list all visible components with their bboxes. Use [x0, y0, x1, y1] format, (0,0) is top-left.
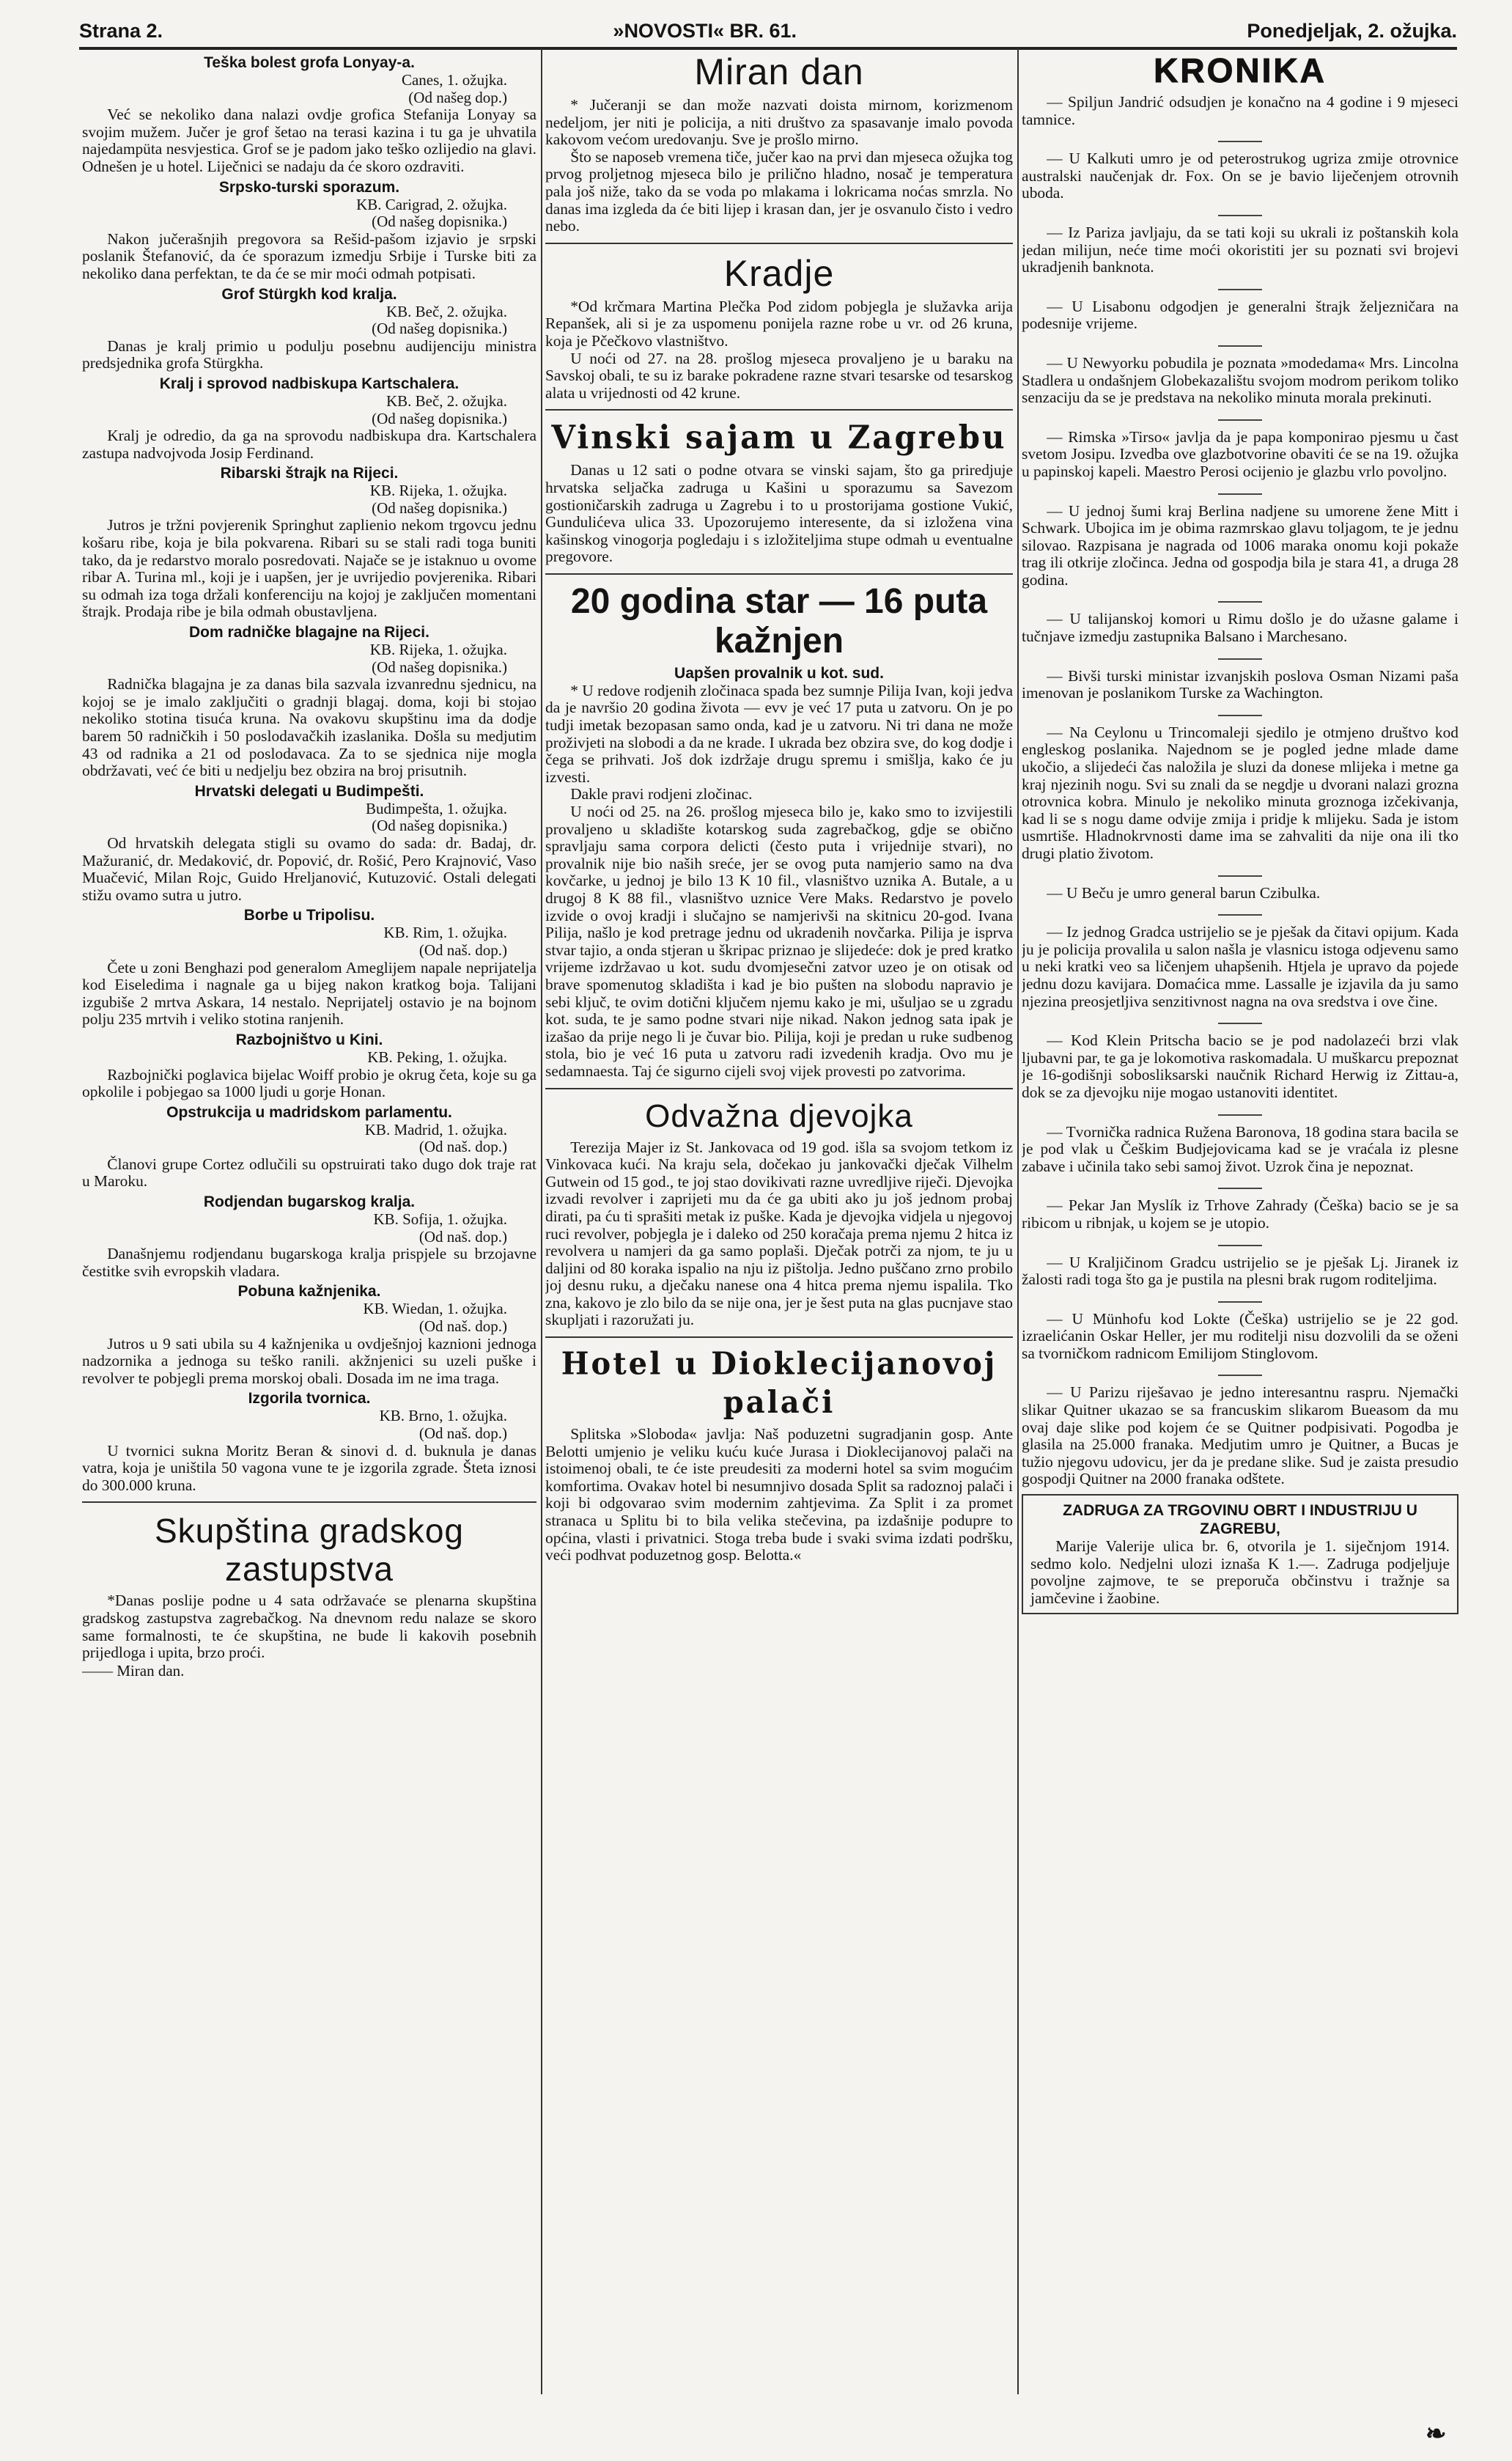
dateline: KB. Madrid, 1. ožujka.	[364, 1120, 507, 1138]
item-divider	[1022, 707, 1458, 720]
headline-hotel: Hotel u Dioklecijanovoj palači	[561, 1345, 997, 1421]
dateline: KB. Rijeka, 1. ožujka.	[369, 641, 507, 659]
kronika-item: — U Kraljičinom Gradcu ustrijelio se je pješak Lj. Jiranek iz žalosti radi toga što ga je pustila na plesni brak rugom roditeljima.	[1022, 1253, 1458, 1289]
item-divider	[1022, 650, 1458, 663]
zadruga-advertisement	[1022, 1494, 1458, 1614]
column-3	[1022, 51, 1458, 2412]
kronika-item: — U Parizu riješavao je jedno interesantnu raspru. Njemački slikar Quitner ukazao se sa francuskim slikarom Bueasom da mu ovaj daje slike pod kojem će se Quitner podpisivati. Pogodba je glasila na 25.000 franaka. Medjutim umro je Quitner, a Bucas je tužio njegovu udovicu, jer da je predane slike. Sud je zaista presudio gospodji Quitner na 2000 franaka odštete.	[1022, 1383, 1458, 1488]
kronika-item: — U Beču je umro general barun Czibulka.	[1047, 883, 1321, 902]
kronika-item: — U jednoj šumi kraj Berlina nadjene su umorene žene Mitt i Schwark. Ubojica im je obima razmrskao glavu toljagom, te je jednu silovao. Razpisana je nagrada od 1006 maraka onomu koji pokaže trag ili otkrije zločinca. Jedna od gospodja bila je stara 41, a druga 28 godina.	[1022, 501, 1458, 589]
article-title: Kralj i sprovod nadbiskupa Kartschalera.	[159, 375, 460, 392]
item-divider	[1022, 1237, 1458, 1250]
article-body: * Jučeranji se dan može nazvati doista mirnom, korizmenom nedeljom, jer niti je policija, a niti društvo za spasavanje imalo povoda kakovom većom uredovanju. Sve je prošlo mirno.	[545, 96, 1013, 149]
item-divider	[1022, 1015, 1458, 1028]
item-divider	[1022, 485, 1458, 499]
article-title: Dom radničke blagajne na Rijeci.	[189, 624, 429, 641]
article-title: Izgorila tvornica.	[248, 1390, 371, 1408]
article-body: Od hrvatskih delegata stigli su ovamo do sada: dr. Badaj, dr. Mažuranić, dr. Medaković, dr. Popović, dr. Rošić, Pero Krajnović, Vaso Muačević, Milan Rojc, Guido Hreljanović, Kutuzović. Ostali delegati stižu ovamo sutra u jutro.	[82, 834, 536, 904]
article-body: Kralj je odredio, da ga na sprovodu nadbiskupa dra. Kartschalera zastupa nadvojvoda Josip Ferdinand.	[82, 427, 536, 462]
kronika-item: — Kod Klein Pritscha bacio se je pod nadolazeći brzi vlak ljubavni par, te ga je lokomotiva raskomadala. U muškarcu prepoznat je 16-godišnji sobosliksarski naučnik Richard Herwig iz Zittau-a, dok se za djevojku nije mogao ustanoviti identitet.	[1022, 1031, 1458, 1101]
headline-vinski-sajam: Vinski sajam u Zagrebu	[551, 419, 1007, 457]
paper-title: »NOVOSTI« BR. 61.	[613, 20, 797, 42]
article-body: *Od krčmara Martina Plečka Pod zidom pobjegla je služavka arija Repanšek, ali si je za uspomenu ponijela razne robe u vr. od 26 kruna, koja je Pčečkovo vlastništvo.	[545, 297, 1013, 350]
headline-20-godina: 20 godina star — 16 puta kažnjen	[570, 581, 988, 661]
article-title: Pobuna kažnjenika.	[237, 1283, 381, 1301]
article-title: Ribarski štrajk na Rijeci.	[220, 465, 399, 482]
dateline: Budimpešta, 1. ožujka.	[365, 799, 507, 817]
kronika-list	[1022, 94, 1458, 1488]
printer-mark-icon: ❧	[1426, 2421, 1447, 2448]
headline-skupstina: Skupština gradskog zastupstva	[154, 1512, 465, 1589]
article-body: *Danas poslije podne u 4 sata održavaće se plenarna skupština gradskog zastupstva zagrebačkog. Na dnevnom redu nalaze se skoro same formalnosti, te će skupština, ne bude li kakovih posebnih prijedloga i upita, brzo proći.	[82, 1592, 536, 1662]
kronika-item: — U Lisabonu odgodjen je generalni štrajk željezničara na podesnije vrijeme.	[1022, 297, 1458, 333]
ad-title: ZADRUGA ZA TRGOVINU OBRT I INDUSTRIJU U ZAGREBU,	[1063, 1502, 1417, 1538]
source-line: (Od naš. dop.)	[418, 1424, 507, 1442]
dateline: KB. Beč, 2. ožujka.	[386, 391, 507, 410]
dateline: KB. Rim, 1. ožujka.	[383, 924, 507, 942]
article-body: Terezija Majer iz St. Jankovaca od 19 god. išla sa svojom tetkom iz Vinkovaca kući. Na kraju sela, dočekao ju jankovački dječak Vilhelm Gutwein od 15 god., te joj stao dovikivati razne uvredljive riječi. Djevojka izvadi revolver i zaprijeti mu da će ga ubiti ako ju još jednom probaj dirati, pa ću ti sprašiti metak iz puške. Kada je djevojka vidjela u njegovoj ruci revolver, pobjegla je i daleko od 250 koračaja prema njemu 2 hitca iz revolvera u namjeri da ga samo poplaši. Dječak potrči za njom, te ju u daljini od 80 koraka ispalio na nju iz pištolja. Jedno puščano zrno probilo joj desnu ruku, a dječaku nanese ona 4 hitca prema njemu ispalila. Tko zna, kakovo je zlo bilo da se nije ona, jer je šest puta na glas pucnjave stao skupljati i razoružati ju.	[545, 1138, 1013, 1329]
article-body: Nakon jučerašnjih pregovora sa Rešid-pašom izjavio je srpski poslanik Štefanović, da će sporazum izmedju Srbije i Turske biti za nekoliko dana perfektan, te da će se mir moći odmah potpisati.	[82, 229, 536, 282]
article-title: Teška bolest grofa Lonyay-a.	[204, 54, 415, 71]
item-divider	[1022, 281, 1458, 294]
item-divider	[1022, 867, 1458, 880]
source-line: (Od naš. dop.)	[418, 941, 507, 959]
section-title-kronika: KRONIKA	[1154, 51, 1327, 89]
kronika-item: — U Münhofu kod Lokte (Češka) ustrijelio se je 22 god. izraelićanin Oskar Heller, jer mu roditelji nisu dozvolili da se oženi sa tvorničkom radnicom Emilijom Stinglovom.	[1022, 1309, 1458, 1362]
source-line: (Od našeg dopisnika.)	[372, 499, 507, 517]
divider	[545, 1336, 1013, 1338]
divider	[545, 409, 1013, 411]
kronika-item: — Rimska »Tirso« javlja da je papa komponirao pjesmu u čast svetom Josipu. Izvedba ove glazbotvorine obaviti će se na 19. ožujka u papinskoj kapeli. Maestro Perosi ocijenio je glazbu vrlo povoljno.	[1022, 427, 1458, 480]
item-divider	[1022, 133, 1458, 146]
source-line: (Od naš. dop.)	[418, 1317, 507, 1336]
kronika-item: — Iz jednog Gradca ustrijelio se je pješak da čitavi opijum. Kada ju je policija provalila u salon našla je vlasnicu istoga odjevenu samo u neki kratki veo sa ličenjem uhapšenih. Htjela je upravo da pojede jednu dozu kavijara. Domaćica mme. Lassalle je izjavila da ju samo njezina preosjetljiva senzitivnost nagna na ova sredstva i ove čine.	[1022, 923, 1458, 1010]
item-divider	[1022, 1106, 1458, 1119]
column-rule-left	[541, 48, 542, 2394]
article-body: U tvornici sukna Moritz Beran & sinovi d. d. buknula je danas vatra, koja je uništila 50 vagona vune te je izgorila zgrade. Šteta iznosi do 300.000 kruna.	[82, 1441, 536, 1494]
article-body: Što se naposeb vremena tiče, jučer kao na prvi dan mjeseca ožujka tog prvog proljetnog mjeseca bilo je prilično hladno, nosač je temperatura pala još niže, tako da se voda po mlakama i lokricama noćas smrzla. No danas ima izgleda da će biti lijep i krasan dan, jer je osvanulo čisto i vedro nebo.	[545, 147, 1013, 235]
article-body: U noći od 27. na 28. prošlog mjeseca provaljeno je u baraku na Savskoj obali, te su iz barake pokradene razne stvari tesarske od tesarskog alata u vrijednosti od 42 krune.	[545, 349, 1013, 402]
dateline: KB. Carigrad, 2. ožujka.	[356, 195, 507, 213]
article-title: Razbojništvo u Kini.	[235, 1031, 383, 1048]
source-line: (Od naš. dop.)	[418, 1138, 507, 1156]
item-divider	[1022, 1366, 1458, 1380]
source-line: (Od našeg dopisnika.)	[372, 658, 507, 676]
article-body: Članovi grupe Cortez odlučili su opstruirati tako dugo dok traje rat u Maroku.	[82, 1155, 536, 1191]
kronika-item: — Spiljun Jandrić odsudjen je konačno na 4 godine i 9 mjeseci tamnice.	[1022, 93, 1458, 128]
article-title: Opstrukcija u madridskom parlamentu.	[166, 1103, 452, 1121]
dateline: KB. Rijeka, 1. ožujka.	[369, 482, 507, 500]
article-title: Borbe u Tripolisu.	[243, 907, 375, 924]
signoff: —— Miran dan.	[82, 1661, 185, 1680]
headline-odvazna-djevojka: Odvažna djevojka	[645, 1097, 913, 1134]
kronika-item: — Pekar Jan Myslík iz Trhove Zahrady (Češka) bacio se je sa ribicom u ribnjak, u kojem se je utopio.	[1022, 1196, 1458, 1232]
item-divider	[1022, 337, 1458, 350]
issue-date: Ponedjeljak, 2. ožujka.	[1247, 20, 1457, 42]
headline-miran-dan: Miran dan	[694, 51, 864, 92]
ad-body: Marije Valerije ulica br. 6, otvorila je 1. siječnjom 1914. sedmo kolo. Nedjelni ulozi iznaša K 1.—. Zadruga podjeljuje povoljne zajmove, te se preporuča občinstvu i tražnje sa jamčevine i žaobine.	[1030, 1537, 1450, 1607]
column-2	[545, 51, 1013, 2412]
divider	[82, 1501, 536, 1503]
kronika-item: — U Kalkuti umro je od peterostrukog ugriza zmije otrovnice australski naučenjak dr. Fox. On se je bavio liječenjem otrovnih uboda.	[1022, 150, 1458, 202]
article-body: Već se nekoliko dana nalazi ovdje grofica Stefanija Lonyay sa svojim mužem. Jučer je grof šetao na terasi kazina i tu ga je uhvatila najedampüta nesvjestica. Grof se je padom jako teško ozlijedio na glavi. Odnešen je u hotel. Liječnici se nadaju da će skoro ozdraviti.	[82, 106, 536, 175]
masthead	[79, 3, 1457, 50]
kronika-item: — U talijanskoj komori u Rimu došlo je do užasne galame i tučnjave izmedju zastupnika Balsano i Marchesano.	[1022, 610, 1458, 646]
dateline: KB. Wiedan, 1. ožujka.	[363, 1300, 507, 1318]
article-title: Srpsko-turski sporazum.	[218, 178, 400, 196]
divider	[545, 1088, 1013, 1089]
article-body: U noći od 25. na 26. prošlog mjeseca bilo je, kako smo to izvijestili provaljeno u skladište kotarskog suda zagrebačkog, gdje se obično spravljaju sama corpora delicti (često puta i vrijednije stvari), no provalnik nije bio naših sreće, jer se ovog puta namjerio samo na dva kovčarke, u jednoj je bilo 13 K 10 fil., vlasništvo uznika A. Butale, a u drugoj 8 K 88 fil., vlasništvo uznice Vere Maks. Redarstvo je povelo izvide o ovoj kradji i slučajno se namjerivši na skitnicu 20-god. Ivana Pilija, našlo je kod pretrage jednu od ukradenih novčarka. Pilija je isprva stvar tajio, a onda stjeran u škripac priznao je slijedeće: dok je pred kratko vrijeme izdržavao u kot. sudu dvomjesečni zatvor uzeo je on otisak od brave spomenutog skladišta i kad je bio pušten na slobodu napravio je sebi ključ, te ovim dotični ključem njemu kako je mi, ušuljao se u zgradu kot. suda, te je samo podne stvari nije nikad. Nakon jednog sata ipak je izašao da prije nego li je čuvar bio. Pilija, koji je predan u ruke sudbenog stola, bio je već 16 puta u zatvoru radi izvedenih kradja. Ovo mu je sedamnaesta. Taj će sigurno cijeli svoj vijek provesti po zatvorima.	[545, 803, 1013, 1080]
headline-kradje: Kradje	[723, 252, 835, 294]
source-line: (Od našeg dopisnika.)	[372, 213, 507, 231]
item-divider	[1022, 906, 1458, 919]
subheadline: Uapšen provalnik u kot. sud.	[674, 664, 884, 682]
kronika-item: — Na Ceylonu u Trincomaleji sjedilo je otmjeno društvo kod engleskog poslanika. Najednom se je pogled jedne mlade dame ukočio, a slijedeći čas naložila je sluzi da donese mlijeka i metne ga kraj njezinih nogu. Svi su znali da se negdje u dvorani nalazi grozna otrovnica kobra. Minulo je nekoliko minuta groznoga izčekivanja, kad li se s nogu dame odvije zmija i pridje k mlijeku. Sada je istom usmrtiše. Hladnokrvnosti dame ima se zahvaliti da nije ona ili tko drugi platio životom.	[1022, 723, 1458, 862]
dateline: KB. Sofija, 1. ožujka.	[373, 1210, 507, 1229]
column-1	[82, 51, 536, 2412]
kronika-item: — Iz Pariza javljaju, da se tati koji su ukrali iz poštanskih kola jedan milijun, neće time moći okoristiti jer su poznati svi brojevi ukradjenih banknota.	[1022, 223, 1458, 276]
source-line: (Od našeg dopisnika.)	[372, 409, 507, 427]
source-line: (Od našeg dop.)	[408, 88, 507, 106]
page-number: Strana 2.	[79, 20, 163, 42]
article-body: Splitska »Sloboda« javlja: Naš poduzetni sugradjanin gosp. Ante Belotti umjenio je veliku kuću kuće Jurasa i Dioklecijanovoj palači na istoimenoj obali, te će iste preudesiti za moderni hotel sa svim mogućim komfortima. Ovakav hotel bi nesumnjivo dosada Split sa radoznoj palači i koji bi odgovarao svim modernim zahtjevima. Za Split i za promet stranaca u Splitu bi to bila velika stečevina, pa izdašnije podupre to općina, vlasti i privatnici. Stoga treba bude i svaki svima izdati podršku, veći podhvat poduzetnog gosp. Belotta.«	[545, 1425, 1013, 1564]
article-body: Razbojnički poglavica bijelac Woiff probio je okrug četa, koje su ga opkolile i pobjegao sa 1000 ljudi u gorje Honan.	[82, 1065, 536, 1101]
source-line: (Od našeg dopisnika.)	[372, 320, 507, 338]
divider	[545, 243, 1013, 244]
article-title: Hrvatski delegati u Budimpešti.	[194, 782, 424, 800]
dateline: KB. Beč, 2. ožujka.	[386, 302, 507, 320]
dateline: KB. Peking, 1. ožujka.	[367, 1048, 507, 1066]
article-title: Grof Stürgkh kod kralja.	[221, 285, 397, 303]
article-title: Rodjendan bugarskog kralja.	[203, 1193, 416, 1211]
article-body: Jutros u 9 sati ubila su 4 kažnjenika u ovdješnjoj kaznioni jednoga nadzornika a jednoga su teško ranili. akžnjenici su uzeli puške i revolver te pobjegli prema morskoj obali. Dosada im ne ima traga.	[82, 1334, 536, 1387]
article-body: Danas u 12 sati o podne otvara se vinski sajam, što ga priredjuje hrvatska seljačka zadruga u Kašini u sporazumu sa Savezom gostioničarskih zadruga u Zagrebu i to u prostorijama gostione Vukić, Gundulićeva ulica 33. Upozorujemo interesente, da si izložena vina kašinskog vinogorja pogledaju i s izložiteljima stupe odmah u eventualne pregovore.	[545, 461, 1013, 566]
source-line: (Od naš. dop.)	[418, 1227, 507, 1246]
column-rule-right	[1017, 48, 1019, 2394]
article-body: Danas je kralj primio u podulju posebnu audijenciju ministra predsjednika grofa Stürgkha.	[82, 336, 536, 372]
dateline: KB. Brno, 1. ožujka.	[379, 1407, 507, 1425]
article-body: Radnička blagajna je za danas bila sazvala izvanrednu sjednicu, na kojoj se je imalo zaključiti o gradnji blagaj. doma, koji bi stojao nekoliko stotina tisuća kruna. Na ovakovu skupštinu ima da dodje barem 50 radničkih i 50 poslodavačkih izaslanika. Došla su medjutim 43 od radnika a 21 od poslodavaca. Za to se sjednica nije mogla obdržavati, već će biti u nedjelju bez obzira na broj prisutnih.	[82, 675, 536, 780]
article-body: Čete u zoni Benghazi pod generalom Ameglijem napale neprijatelja kod Eiseledima i nagnale ga u bijeg nakon kratkog boja. Talijani izgubiše 2 mrtva Askara, 14 nestalo. Neprijatelj ostavio je na bojnom polju 235 mrtvih i veliko stotina ranjenih.	[82, 958, 536, 1029]
item-divider	[1022, 1180, 1458, 1193]
divider	[545, 573, 1013, 575]
article-body: Dakle pravi rodjeni zločinac.	[570, 785, 753, 803]
article-body: Jutros je tržni povjerenik Springhut zaplienio nekom trgovcu jednu košaru ribe, koja je bila pokvarena. Ribari su se stali radi toga buniti tako, da je redarstvo moralo posredovati. Najače se je istaknuo u ovome ribar A. Turina ml., koji je i uapšen, jer je uvrijedio povjerenika. Ribari su odmah iza toga držali konferenciju na kojoj je zaključen momentani štrajk. Prodaja ribe je bila odmah obustavljena.	[82, 516, 536, 621]
article-body: * U redove rodjenih zločinaca spada bez sumnje Pilija Ivan, koji jedva da je navršio 20 godina života — evv je već 17 puta u zatvoru. On je po tudji imetak bezopasan samo onda, kad je u zatvoru. Ni tri dana ne može proživjeti na slobodi a da ne krade. I ukrada bez obzira sve, do kog dodje i čega se prihvati. Još dok izdržaje drugu spremu i smišlja, kako će ju izvesti.	[545, 681, 1013, 786]
item-divider	[1022, 207, 1458, 220]
article-body: Današnjemu rodjendanu bugarskoga kralja prispjele su brzojavne čestitke svih evropskih vladara.	[82, 1245, 536, 1280]
kronika-item: — Bivši turski ministar izvanjskih poslova Osman Nizami paša imenovan je poslanikom Turske za Wachington.	[1022, 666, 1458, 702]
item-divider	[1022, 593, 1458, 606]
item-divider	[1022, 1293, 1458, 1306]
item-divider	[1022, 411, 1458, 424]
kronika-item: — Tvornička radnica Ružena Baronova, 18 godina stara bacila se je pod vlak u Češkim Budjejovicama kad se je vraćala iz plesne zabave i učinila tako sebi samoj život. Uzrok čina je nepoznat.	[1022, 1122, 1458, 1175]
dateline: Canes, 1. ožujka.	[401, 71, 507, 89]
source-line: (Od našeg dopisnika.)	[372, 817, 507, 835]
kronika-item: — U Newyorku pobudila je poznata »modedama« Mrs. Lincolna Stadlera u ondašnjem Globekazalištu svojom modrom perikom toliko senzaciju da se je predstava na nekoliko minuta morala prekinuti.	[1022, 353, 1458, 407]
